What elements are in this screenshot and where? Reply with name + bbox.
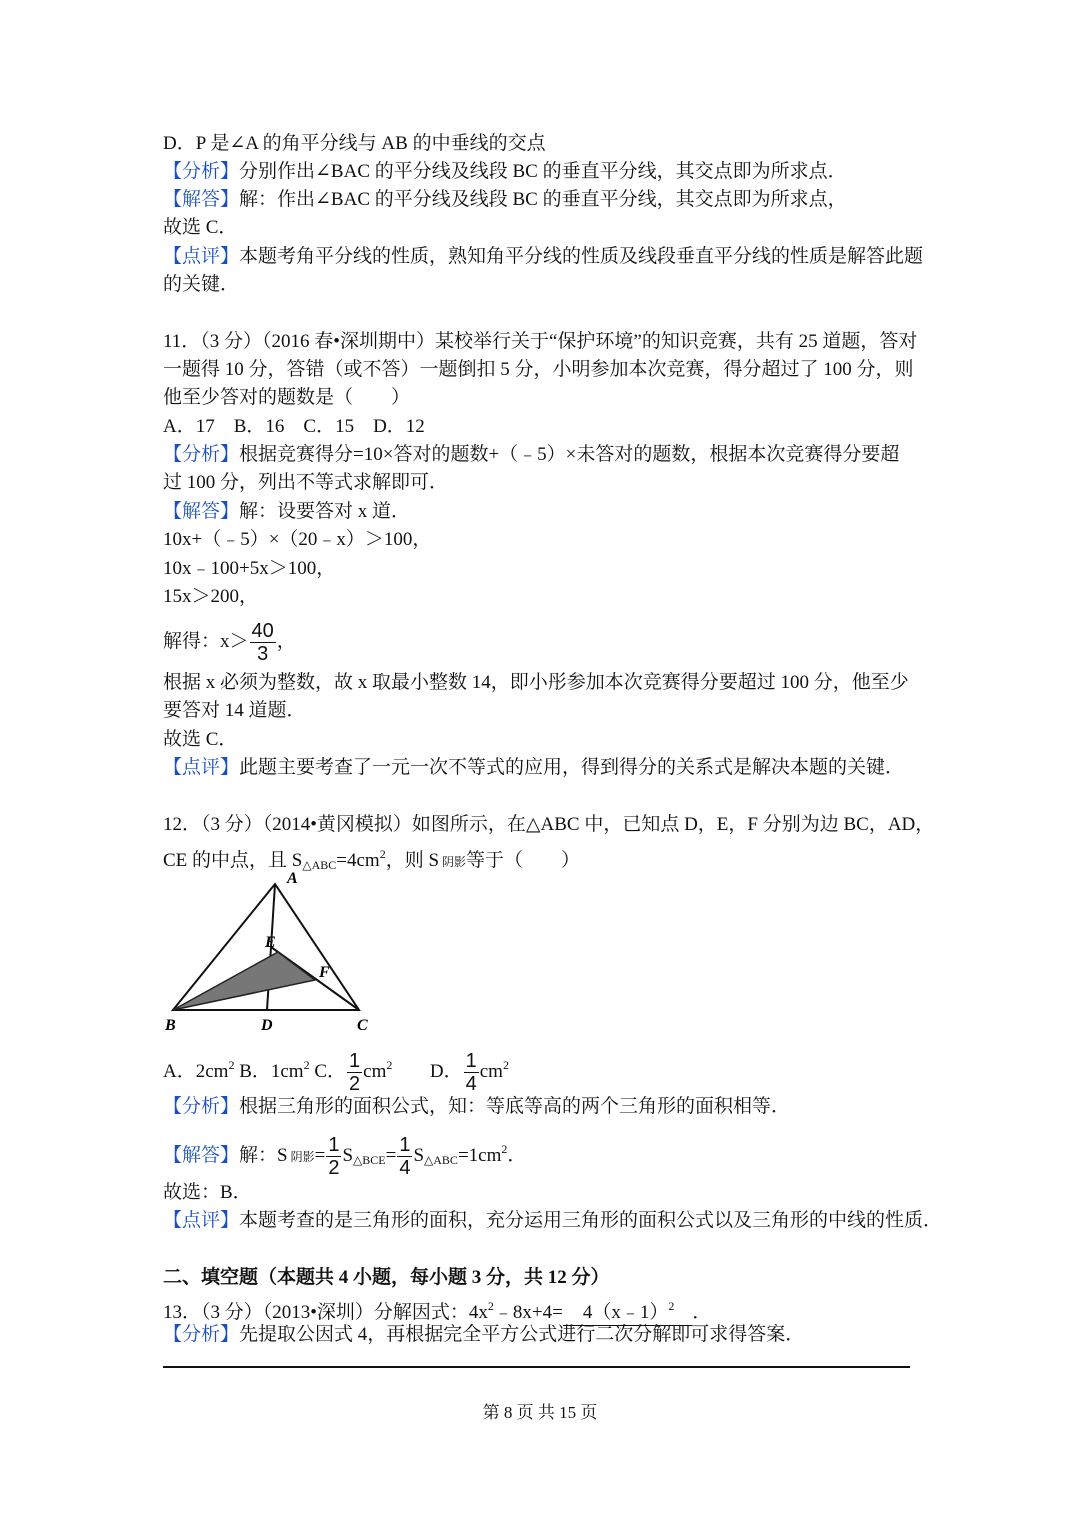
superscript: 2 <box>386 1058 393 1072</box>
q11-solution <box>163 500 410 524</box>
q10-option-d: D．P 是∠A 的角平分线与 AB 的中垂线的交点 <box>163 133 546 154</box>
q13-stem <box>163 1294 711 1326</box>
unit: cm <box>479 1061 503 1082</box>
superscript: 2 <box>228 1058 235 1072</box>
label-f: F <box>319 964 330 981</box>
stem-text: 等于（ ） <box>466 850 581 871</box>
analysis-text: 先提取公因式 4，再根据完全平方公式进行二次分解即可求得答案． <box>239 1324 805 1345</box>
q12-choice: 故选：B． <box>163 1182 252 1203</box>
solve-prefix: 解得：x＞ <box>163 631 249 652</box>
fraction-numerator: 40 <box>251 620 274 643</box>
q11-analysis <box>163 443 899 467</box>
q11-solve-line <box>163 618 296 666</box>
area-symbol: S <box>413 1145 425 1166</box>
analysis-tag: 【分析】 <box>163 444 240 465</box>
q11-conclusion-2: 要答对 14 道题． <box>163 700 306 721</box>
subscript: △BCE <box>353 1153 386 1167</box>
q12-comment <box>163 1209 942 1233</box>
triangle-figure <box>163 870 378 1040</box>
q11-step-2: 10x﹣100+5x＞100， <box>163 558 336 579</box>
superscript: 2 <box>501 1142 508 1156</box>
section-heading: 二、填空题（本题共 4 小题，每小题 3 分，共 12 分） <box>163 1267 610 1288</box>
stem-text: ﹣8x+4= <box>493 1302 563 1323</box>
option-b: B．1cm <box>239 1061 304 1082</box>
period: ． <box>507 1145 527 1166</box>
fraction-denominator: 2 <box>349 1073 361 1096</box>
subscript: △ABC <box>424 1153 458 1167</box>
label-a: A <box>287 870 298 887</box>
shaded-triangle <box>173 952 315 1010</box>
q12-options <box>163 1040 509 1097</box>
superscript: 2 <box>502 1058 509 1072</box>
comment-text: 此题主要考查了一元一次不等式的应用，得到得分的关系式是解决本题的关键． <box>239 757 905 778</box>
subscript: 阴影 <box>287 1150 315 1164</box>
analysis-tag: 【分析】 <box>163 1096 240 1117</box>
fraction-numerator: 1 <box>465 1050 477 1073</box>
q12-stem-1: 12．（3 分）（2014•黄冈模拟）如图所示，在△ABC 中，已知点 D，E，F 分别为边 BC，AD， <box>163 814 935 835</box>
solution-tag: 【解答】 <box>163 1145 240 1166</box>
superscript: 2 <box>303 1058 310 1072</box>
analysis-tag: 【分析】 <box>163 1324 240 1345</box>
q10-comment-cont: 的关键． <box>163 274 240 295</box>
comment-text: 本题考角平分线的性质，熟知角平分线的性质及线段垂直平分线的性质是解答此题 <box>239 246 924 267</box>
fraction-1-2 <box>326 1134 341 1179</box>
label-c: C <box>357 1017 368 1034</box>
answer-text: 4（x﹣1） <box>582 1302 669 1323</box>
fraction-1-4 <box>397 1134 412 1179</box>
analysis-text: 根据三角形的面积公式，知：等底等高的两个三角形的面积相等． <box>239 1096 791 1117</box>
solution-tag: 【解答】 <box>163 501 240 522</box>
stem-text: CE 的中点，且 S <box>163 850 303 871</box>
solution-text: 解：作出∠BAC 的平分线及线段 BC 的垂直平分线，其交点即为所求点， <box>239 189 847 210</box>
period: ． <box>692 1302 712 1323</box>
equals: = <box>314 1145 326 1166</box>
superscript: 2 <box>487 1299 494 1313</box>
analysis-text: 根据竞赛得分=10×答对的题数+（﹣5）×未答对的题数，根据本次竞赛得分要超 <box>239 444 900 465</box>
subscript: △ABC <box>302 858 337 872</box>
solution-text: 解：S <box>239 1145 288 1166</box>
q12-solution <box>163 1124 526 1185</box>
fraction-40-3 <box>250 620 276 665</box>
analysis-tag: 【分析】 <box>163 161 240 182</box>
q11-comment <box>163 756 904 780</box>
footer-divider <box>163 1366 910 1368</box>
fraction-numerator: 1 <box>349 1050 361 1073</box>
label-b: B <box>165 1017 176 1034</box>
q10-comment <box>163 245 923 269</box>
q11-options: A．17 B．16 C．15 D．12 <box>163 416 425 437</box>
comment-tag: 【点评】 <box>163 1210 240 1231</box>
q11-stem-2: 一题得 10 分，答错（或不答）一题倒扣 5 分，小明参加本次竞赛，得分超过了 100 分，则 <box>163 359 914 380</box>
label-e: E <box>265 934 276 951</box>
comment-tag: 【点评】 <box>163 757 240 778</box>
page-footer: 第 8 页 共 15 页 <box>482 1403 598 1422</box>
label-d: D <box>261 1017 273 1034</box>
q11-step-3: 15x＞200， <box>163 586 259 607</box>
superscript: 2 <box>379 847 386 861</box>
fraction-numerator: 1 <box>399 1134 411 1157</box>
fraction-denominator: 4 <box>465 1073 477 1096</box>
solution-tag: 【解答】 <box>163 189 240 210</box>
q11-analysis-cont: 过 100 分，列出不等式求解即可． <box>163 472 449 493</box>
fraction-denominator: 3 <box>257 643 269 666</box>
answer-blank <box>563 1294 693 1326</box>
comment-text: 本题考查的是三角形的面积，充分运用三角形的面积公式以及三角形的中线的性质． <box>239 1210 943 1231</box>
q11-conclusion-1: 根据 x 必须为整数，故 x 取最小整数 14，即小彤参加本次竞赛得分要超过 100 分，他至少 <box>163 672 909 693</box>
stem-text: ，则 S <box>385 850 440 871</box>
equals: = <box>385 1145 397 1166</box>
q10-solution <box>163 188 847 212</box>
stem-text: =4cm <box>336 850 380 871</box>
fraction-1-2 <box>347 1050 362 1095</box>
q11-stem-1: 11．（3 分）（2016 春•深圳期中）某校举行关于“保护环境”的知识竞赛，共有 25 道题，答对 <box>163 331 918 352</box>
fraction-numerator: 1 <box>328 1134 340 1157</box>
analysis-text: 分别作出∠BAC 的平分线及线段 BC 的垂直平分线，其交点即为所求点． <box>239 161 847 182</box>
option-d: D． <box>429 1061 463 1082</box>
q11-stem-3: 他至少答对的题数是（ ） <box>163 387 411 408</box>
comment-tag: 【点评】 <box>163 246 240 267</box>
solution-result: =1cm <box>457 1145 502 1166</box>
unit: cm <box>363 1061 387 1082</box>
q10-analysis <box>163 160 847 184</box>
q12-analysis <box>163 1095 790 1119</box>
area-symbol: S <box>342 1145 354 1166</box>
option-c: C． <box>314 1061 347 1082</box>
fraction-1-4 <box>464 1050 479 1095</box>
q11-choice: 故选 C． <box>163 729 238 750</box>
solution-text: 解：设要答对 x 道． <box>239 501 411 522</box>
solve-suffix: ， <box>276 631 296 652</box>
subscript: 阴影 <box>439 855 467 869</box>
stem-text: 13．（3 分）（2013•深圳）分解因式：4x <box>163 1302 488 1323</box>
option-a: A．2cm <box>163 1061 229 1082</box>
fraction-denominator: 2 <box>328 1157 340 1180</box>
q11-step-1: 10x+（﹣5）×（20﹣x）＞100， <box>163 529 432 550</box>
superscript: 2 <box>668 1299 675 1313</box>
fraction-denominator: 4 <box>399 1157 411 1180</box>
q13-analysis <box>163 1323 804 1347</box>
q10-choice: 故选 C． <box>163 217 238 238</box>
